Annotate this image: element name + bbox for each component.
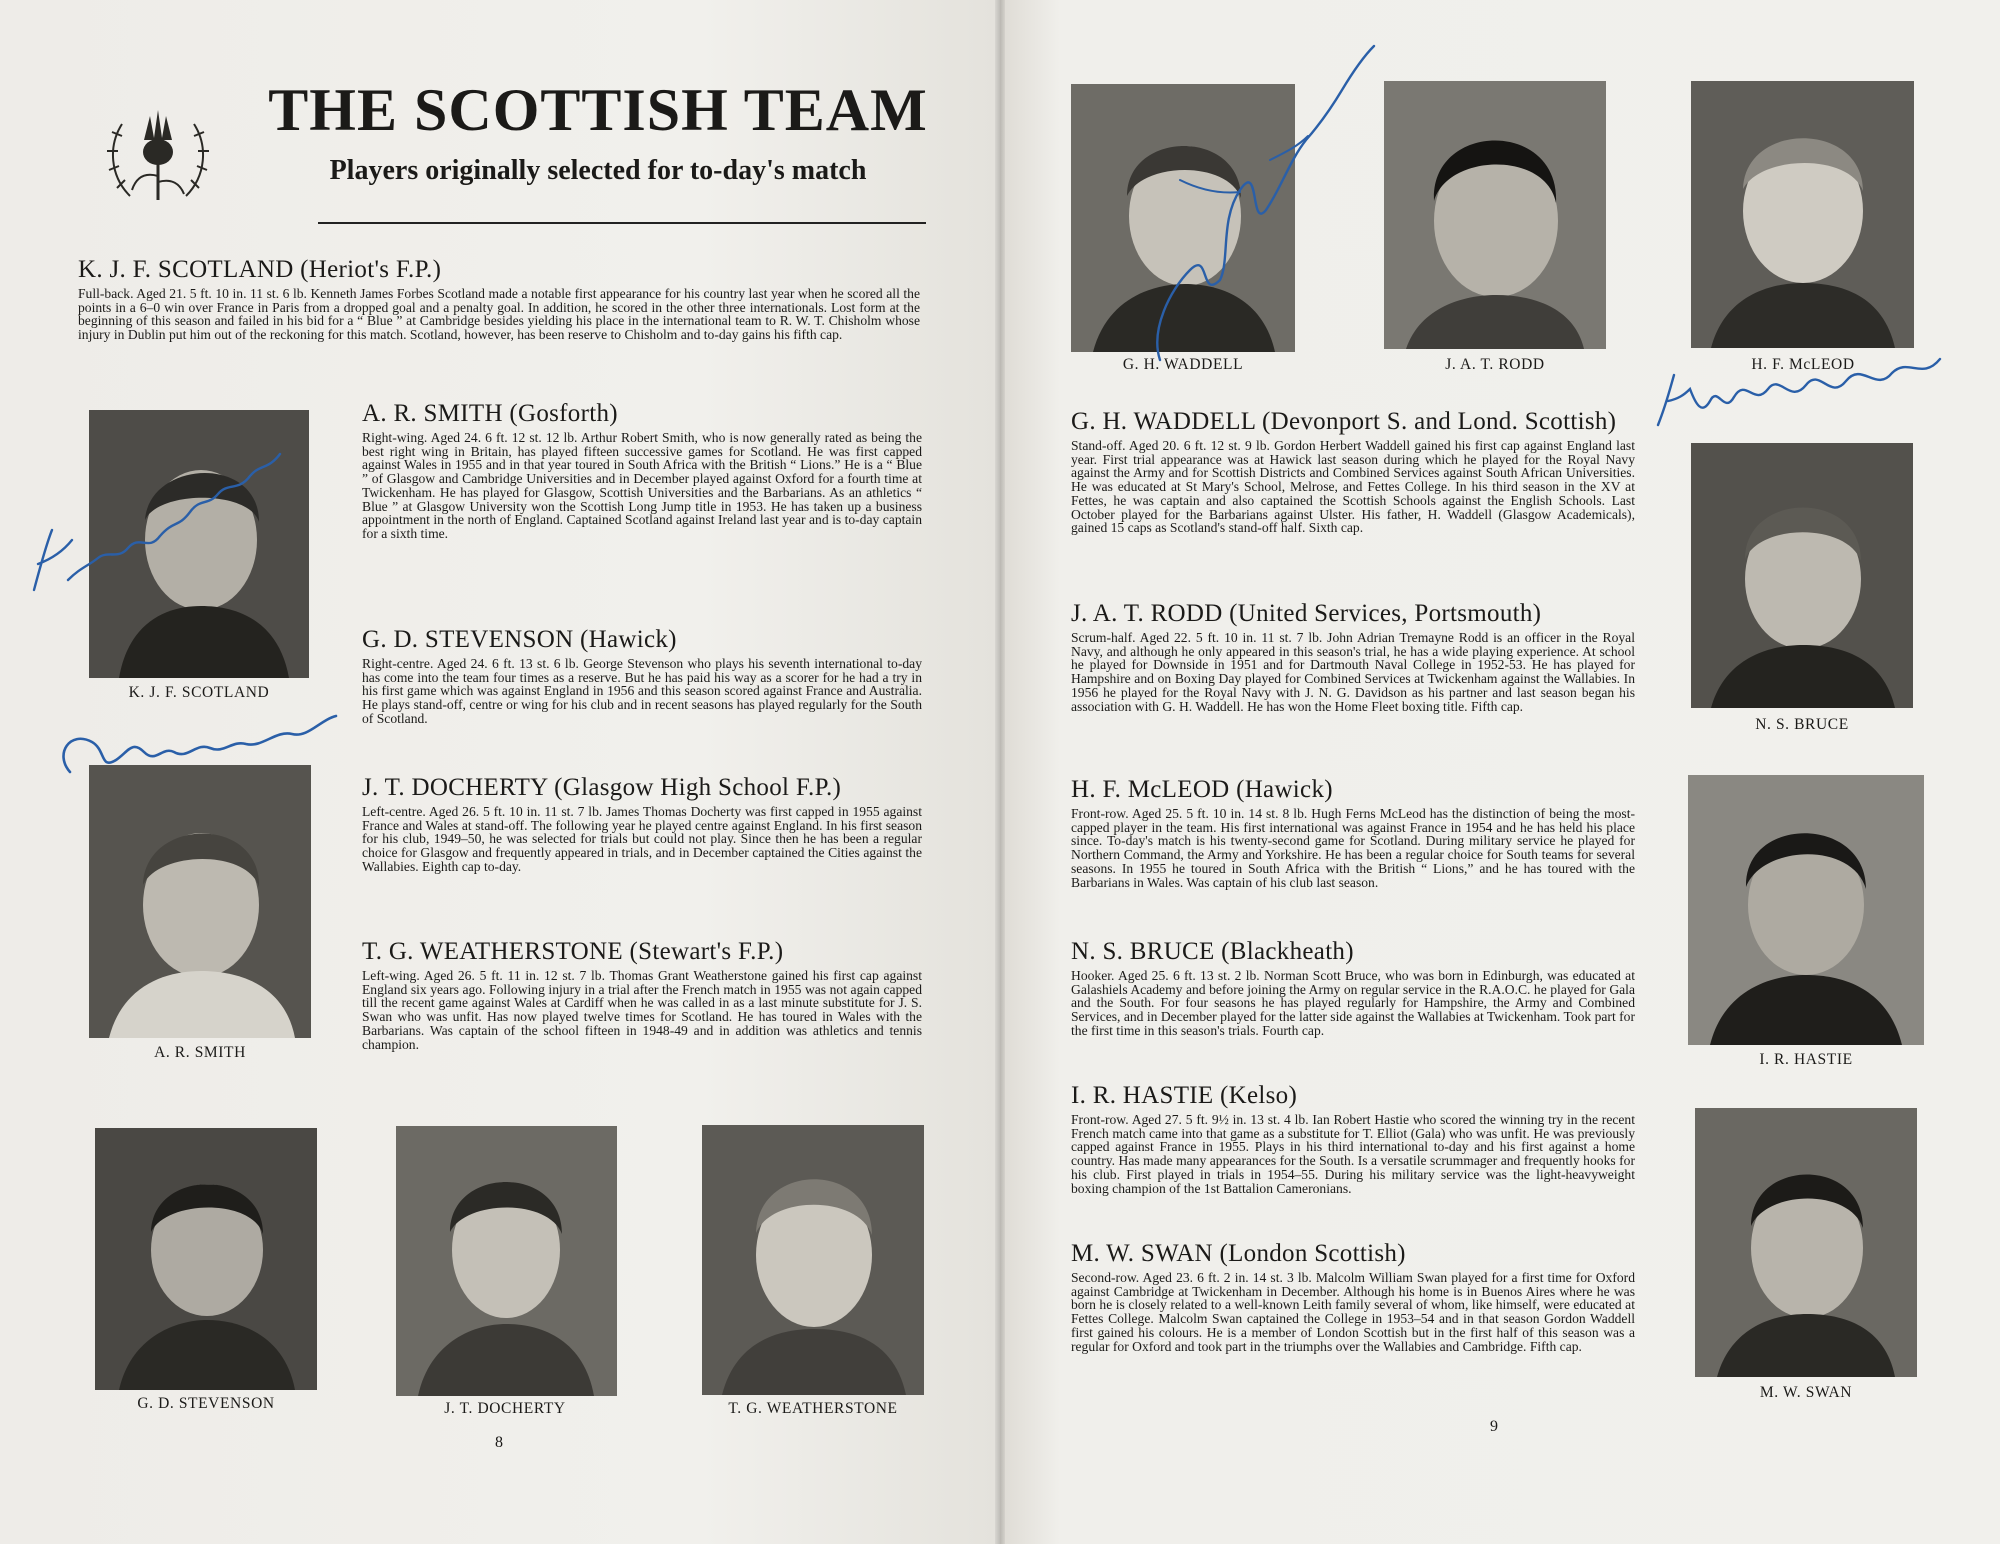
photo-caption-scotland: K. J. F. SCOTLAND	[128, 684, 270, 701]
player-heading: N. S. BRUCE (Blackheath)	[1071, 938, 1354, 965]
player-heading: A. R. SMITH (Gosforth)	[362, 400, 618, 427]
photo-caption-rodd: J. A. T. RODD	[1445, 356, 1545, 373]
player-bio: Right-wing. Aged 24. 6 ft. 12 st. 12 lb. Arthur Robert Smith, who is now generally rated as being the best right wing in Britain, has played fifteen successive games for Scotland. He was first capped against Wales in 1955 and in that year toured in South Africa with the British “ Lions.” He is a “ Blue ” of Glasgow and Cambridge Universities and in December played against Oxford for a fourth time at Twickenham. He has played for Glasgow, Scottish Universities and the Barbarians. As an athletics “ Blue ” at Glasgow University won the Scottish Long Jump title in 1953. He has taken up a business appointment in the north of England. Captained Scotland against Ireland last year and is to-day captain for a sixth time.	[362, 430, 922, 541]
player-heading: H. F. McLEOD (Hawick)	[1071, 776, 1333, 803]
player-entry-weatherstone	[362, 938, 922, 1051]
player-entry-bruce	[1071, 938, 1635, 1038]
thistle-emblem-icon	[100, 96, 216, 212]
player-bio: Front-row. Aged 27. 5 ft. 9½ in. 13 st. 4 lb. Ian Robert Hastie who scored the winning try in the recent French match came into that game as a substitute for T. Elliot (Gala) who was unfit. He was previously capped against France in 1955. Plays in his third international to-day and his first against a home country. Has made many appearances for the South. Is a versatile scrummager and frequently hooks for his club. First played in trials in 1954–55. During his military service was the light-heavyweight boxing champion of the 1st Battalion Cameronians.	[1071, 1112, 1635, 1196]
photo-caption-docherty: J. T. DOCHERTY	[444, 1400, 566, 1417]
page-number-right: 9	[1490, 1418, 1498, 1435]
page-gutter	[995, 0, 1005, 1544]
signature-waddell	[1110, 40, 1390, 370]
player-bio: Left-centre. Aged 26. 5 ft. 10 in. 11 st. 7 lb. James Thomas Docherty was first capped in 1955 against France and Wales at stand-off. The following year he played centre against England. In his first season for his club, 1949–50, he was selected for trials but could not play. Since then he has been a regular choice for Glasgow and frequently appeared in trials, and in December captained the Cities against the Wallabies. Eighth cap to-day.	[362, 804, 922, 874]
photo-caption-stevenson: G. D. STEVENSON	[137, 1395, 275, 1412]
player-entry-smith	[362, 400, 922, 541]
page-subtitle: Players originally selected for to-day's match	[329, 155, 867, 186]
photo-caption-bruce: N. S. BRUCE	[1755, 716, 1849, 733]
photo-caption-hastie: I. R. HASTIE	[1759, 1051, 1853, 1068]
player-bio: Stand-off. Aged 20. 6 ft. 12 st. 9 lb. Gordon Herbert Waddell gained his first cap against England last year. First trial appearance was at Hawick last season during which he played for the Royal Navy against the Army and for Scottish Districts and Combined Services against South African Universities. He was educated at St Mary's School, Melrose, and Fettes College. In his third season in the XV at Fettes, he was captain and also captained the Scottish Schools against the English Schools. Last October played for the Barbarians against Ulster. His father, H. Waddell (Glasgow Academicals), gained 15 caps as Scotland's stand-off half. Sixth cap.	[1071, 438, 1635, 536]
photo-caption-waddell: G. H. WADDELL	[1122, 356, 1244, 373]
player-photo-docherty	[396, 1126, 617, 1396]
player-entry-mcleod	[1071, 776, 1635, 889]
player-bio: Hooker. Aged 25. 6 ft. 13 st. 2 lb. Norman Scott Bruce, who was born in Edinburgh, was educated at Galashiels Academy and before joining the Army on regular service in the R.A.O.C. he played for Gala and the South. For four seasons he has played regularly for Hampshire, the Army and Combined Services, and in December played for the latter side against the Wallabies at Twickenham. Took part for the first time in this season's trials. Fourth cap.	[1071, 968, 1635, 1038]
player-entry-docherty	[362, 774, 922, 874]
player-entry-swan	[1071, 1240, 1635, 1353]
page-title: THE SCOTTISH TEAM	[268, 77, 928, 143]
signature-scotland	[28, 440, 328, 620]
player-photo-swan	[1695, 1108, 1917, 1377]
player-heading: J. A. T. RODD (United Services, Portsmouth)	[1071, 600, 1542, 627]
player-bio: Second-row. Aged 23. 6 ft. 2 in. 14 st. 3 lb. Malcolm William Swan played for a first time for Oxford against Cambridge at Twickenham in December. Although his home is in Buenos Aires where he was born he is closely related to a well-known Leith family several of whom, like himself, were educated at Fettes College. Malcolm Swan captained the College in 1953–54 and in that season Gordon Waddell first gained his colours. He is a member of London Scottish but in the first half of this season was a regular for Oxford and took part in the triumphs over the Wallabies and Cambridge. Fifth cap.	[1071, 1270, 1635, 1354]
player-bio: Right-centre. Aged 24. 6 ft. 13 st. 6 lb. George Stevenson who plays his seventh international to-day has come into the team four times as a reserve. But he has paid his way as a scorer for he had a try in his first game which was against England in 1956 and this season scored against France and Australia. He plays stand-off, centre or wing for his club and in recent seasons has played regularly for the South of Scotland.	[362, 656, 922, 726]
player-bio: Full-back. Aged 21. 5 ft. 10 in. 11 st. 6 lb. Kenneth James Forbes Scotland made a notable first appearance for his country last year when he scored all the points in a 6–0 win over France in Paris from a dropped goal and a penalty goal. In addition, he scored in the other three internationals. Lost form at the beginning of this season and failed in his bid for a “ Blue ” at Cambridge besides yielding his place in the international team to R. W. T. Chisholm whose injury in Dublin put him out of the reckoning for this match. Scotland, however, has been reserve to Chisholm and to-day gains his fifth cap.	[78, 286, 920, 343]
player-photo-bruce	[1691, 443, 1913, 708]
player-photo-rodd	[1384, 81, 1606, 349]
player-photo-stevenson	[95, 1128, 317, 1390]
page-number-left: 8	[495, 1434, 503, 1451]
title-rule	[318, 222, 926, 224]
player-heading: G. H. WADDELL (Devonport S. and Lond. Scottish)	[1071, 408, 1617, 435]
photo-caption-mcleod: H. F. McLEOD	[1751, 356, 1855, 373]
player-heading: I. R. HASTIE (Kelso)	[1071, 1082, 1298, 1109]
signature-smith	[40, 690, 380, 790]
player-photo-mcleod	[1691, 81, 1914, 348]
player-bio: Scrum-half. Aged 22. 5 ft. 10 in. 11 st. 7 lb. John Adrian Tremayne Rodd is an officer in the Royal Navy, and although he only appeared in this season's trial, he has a wide playing experience. At school he played for Downside in 1951 and for Dartmouth Naval College in 1952-53. He has played for Hampshire and on Boxing Day played for Combined Services at Twickenham against the Wallabies. In 1956 he played for the Royal Navy with J. N. G. Davidson as his partner and last season began his association with G. H. Waddell. He has won the Home Fleet boxing title. Fifth cap.	[1071, 630, 1635, 714]
player-entry-waddell	[1071, 408, 1635, 535]
photo-caption-swan: M. W. SWAN	[1759, 1384, 1853, 1401]
photo-caption-smith: A. R. SMITH	[154, 1044, 246, 1061]
player-bio: Front-row. Aged 25. 5 ft. 10 in. 14 st. 8 lb. Hugh Ferns McLeod has the distinction of being the most-capped player in the team. His first international was against France in 1954 and he has held his place since. To-day's match is his twenty-second game for Scotland. During military service he played for Northern Command, the Army and Yorkshire. He has been a regular choice for South teams for several seasons. In 1955 he toured in South Africa with the British “ Lions,” and he has toured with the Barbarians in Wales. Was captain of his club last season.	[1071, 806, 1635, 890]
player-entry-rodd	[1071, 600, 1635, 713]
player-photo-weatherstone	[702, 1125, 924, 1395]
player-heading: G. D. STEVENSON (Hawick)	[362, 626, 677, 653]
player-entry-hastie	[1071, 1082, 1635, 1195]
player-heading: T. G. WEATHERSTONE (Stewart's F.P.)	[362, 938, 784, 965]
player-bio: Left-wing. Aged 26. 5 ft. 11 in. 12 st. 7 lb. Thomas Grant Weatherstone gained his first cap against England six years ago. Following injury in a trial after the French match in 1955 was not again capped till the recent game against Wales at Cardiff when he was called in as a last minute substitute for J. S. Swan who was unfit. Has now played twelve times for Scotland. He has toured in Wales with the Barbarians. Was captain of the school fifteen in 1948-49 and in addition was athletics and tennis champion.	[362, 968, 922, 1052]
signature-mcleod	[1650, 345, 1960, 445]
player-heading: K. J. F. SCOTLAND (Heriot's F.P.)	[78, 256, 442, 283]
player-photo-smith	[89, 765, 311, 1038]
player-photo-hastie	[1688, 775, 1924, 1045]
player-entry-stevenson	[362, 626, 922, 726]
player-heading: M. W. SWAN (London Scottish)	[1071, 1240, 1406, 1267]
player-heading: J. T. DOCHERTY (Glasgow High School F.P.)	[362, 774, 842, 801]
player-entry-scotland	[78, 256, 920, 342]
photo-caption-weatherstone: T. G. WEATHERSTONE	[728, 1400, 898, 1417]
